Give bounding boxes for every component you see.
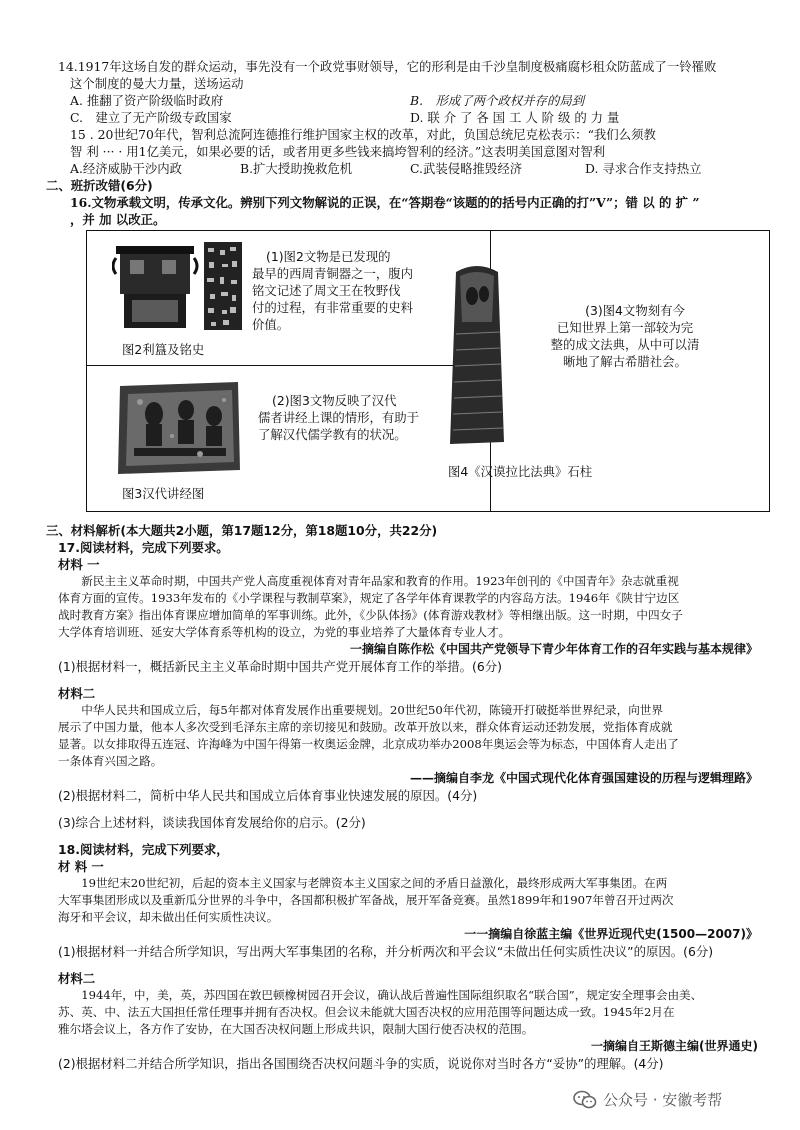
fig3-description: (2)图3文物反映了汉代 儒者讲经上课的情形，有助于 了解汉代儒学教有的状况。 xyxy=(258,393,420,442)
q18-stem: 18.阅读材料，完成下列要求， xyxy=(58,842,229,857)
section3-title: 三、材料解析(本大题共2小题，第17题12分，第18题10分，共22分) xyxy=(46,523,438,538)
q15-option-b: B.扩大授助挽救危机 xyxy=(240,161,353,176)
section2-title: 二、班折改错(6分) xyxy=(46,178,153,193)
q14-stem-cont: 这个制度的曼大力量，送场运动 xyxy=(70,76,244,91)
q17-stem: 17.阅读材料，完成下列要求。 xyxy=(58,540,229,555)
q14-stem: 14.1917年这场自发的群众运动，事先没有一个政党事财领导，它的形利是由千沙皇制度极痛腐杉租众防蓝成了一铃罹败 xyxy=(58,59,717,74)
table-divider xyxy=(87,365,490,366)
fig2-description: (1)图2文物是已发现的 最早的西周青铜器之一，腹内 铭文记述了周文王在牧野伐 付的过程，有非常重要的史料 价值。 xyxy=(252,249,414,332)
q17-part3: (3)综合上述材料，谈读我国体育发展给你的启示。(2分) xyxy=(58,815,366,830)
q14-options-row1 xyxy=(58,92,758,109)
material2-text: 中华人民共和国成立后，每5年都对体育发展作出重要规划。20世纪50年代初，陈镜开打破挺举世界纪录，向世界 展示了中国力量，他本人多次受到毛泽东主席的亲切接见和鼓励。改革开放以来，群众体育运动还勃发展，党指体育成就 显著。以女排取得五连冠、许海峰为中国午得第一枚奥运金牌，北京成功举办2008年奥运会等为标态，中国体育人走出了 一条体育兴国之路。 xyxy=(58,703,679,768)
q15-option-a: A.经济威胁干沙内政 xyxy=(70,161,183,176)
han-lecture-relief-image xyxy=(116,380,242,476)
q18-part2: (2)根据材料二并结合所学知识，指出各国围绕否决权问题斗争的实质，说说你对当时各方“妥协”的理解。(4分) xyxy=(58,1056,664,1071)
q15-options xyxy=(58,160,758,177)
q15-stem: 15 . 20世纪70年代，智利总流阿连德推行维护国家主权的改革，对此，负国总统尼克松表示：“我们么须教 xyxy=(70,127,656,142)
q14-option-a: A. 推翻了资产阶级临时政府 xyxy=(70,93,224,108)
q14-option-d: D. 联 介 了 各 国 工 人 阶 级 的 力 量 xyxy=(410,110,620,125)
q14-options-row2 xyxy=(58,109,758,126)
material3-source: 一一摘编自徐蓝主编《世界近现代史(1500—2007)》 xyxy=(464,927,758,941)
q17-part2: (2)根据材料二，简析中华人民共和国成立后体育事业快速发展的原因。(4分) xyxy=(58,788,478,803)
exam-page xyxy=(46,58,758,228)
fig4-caption: 图4《汉谟拉比法典》石柱 xyxy=(448,464,593,479)
fig2-caption: 图2利簋及铭史 xyxy=(122,342,205,357)
watermark-text: 公众号 · 安徽考帮 xyxy=(603,1091,723,1109)
fig3-caption: 图3汉代讲经图 xyxy=(122,486,205,501)
material1-source: 一摘编自陈作松《中国共产党领导下青少年体育工作的召年实践与基本规律》 xyxy=(349,642,758,656)
material2-label: 材料二 xyxy=(58,686,96,701)
material4-source: 一摘编自王斯德主编(世界通史) xyxy=(591,1039,758,1053)
material4-label: 材料二 xyxy=(58,971,96,986)
bronze-vessel-image xyxy=(112,240,244,332)
material3-text: 19世纪末20世纪初，后起的资本主义国家与老牌资本主义国家之间的矛盾日益激化，最终形成两大军事集团。在两 大军事集团形成以及重新瓜分世界的斗争中，各国都积极扩军备战，展开军备竞赛。虽然1899年和1907年曾召开过两次 海牙和平会议，却未做出任何实质性决议。 xyxy=(58,876,674,924)
q16-stem-cont: ，并 加 以改正。 xyxy=(70,212,166,227)
wechat-icon xyxy=(573,1090,597,1110)
material4-text: 1944年，中，美，英，苏四国在敦巴顿橡树园召开会议，确认战后普遍性国际组织取名“联合国”，规定安全理事会由美、 苏、英、中、法五大国担任常任理事并拥有否决权。但会议未能就大国否决权的应用范围等问题达成一致。1945年2月在 雅尔塔会议上，各方作了安协，在大国否决权问题上形成共识，限制大国行使否决权的范围。 xyxy=(58,988,703,1036)
q14-option-c: C. 建立了无产阶级专政国家 xyxy=(70,110,232,125)
watermark xyxy=(573,1089,722,1110)
material1-label: 材料 一 xyxy=(58,557,100,572)
material1-text: 新民主主义革命时期，中国共产党人高度重视体育对青年品家和教育的作用。1923年创刊的《中国青年》杂志就重视 体育方面的宣传。1933年发布的《小学课程与教制草案》，规定了各学年体育课教学的内容岛方法。1946年《陕甘宁边区 战时教育方案》指出体育课应增加简单的军事训练。此外，《少队体扬》(体育游戏教材》等相继出版。这一时期，中四女子 大学体育培训班、延安大学体育系等机构的设立，为党的事业培养了大量体育专业人才。 xyxy=(58,574,683,639)
material3-label: 材 料 一 xyxy=(58,859,104,874)
q17-part1: (1)根据材料一，概括新民主主义革命时期中国共产党开展体育工作的举措。(6分) xyxy=(58,659,502,674)
fig4-description: (3)图4文物刻有今 已知世界上第一部较为完 整的成文法典，从中可以清 晰地了解古希腊社会。 xyxy=(550,303,700,369)
q16-stem: 16.文物承载文明，传承文化。辨别下列文物解说的正误，在“答期卷“该题的的括号内正确的打”V”；错 以 的 扩 ” xyxy=(70,195,700,210)
q15-option-d: D. 寻求合作支持热立 xyxy=(585,161,702,176)
q15-option-c: C.武装侵略推毁经济 xyxy=(410,161,523,176)
q18-part1: (1)根据材料一并结合所学知识，写出两大军事集团的名称，并分析两次和平会议“未做出任何实质性决议”的原因。(6分) xyxy=(58,944,714,959)
section3 xyxy=(46,522,758,1072)
hammurabi-stele-image xyxy=(446,262,508,448)
q15-stem-cont: 智 利 ··· · 用1亿美元，如果必要的话，或者用更多些钱来搞垮智利的经济。”这表明美国意图对智利 xyxy=(70,144,606,159)
q14-option-b: B. 形成了两个政权并存的局到 xyxy=(410,93,585,108)
material2-source: ——摘编自李龙《中国式现代化体育强国建设的历程与逻辑理路》 xyxy=(409,771,758,785)
